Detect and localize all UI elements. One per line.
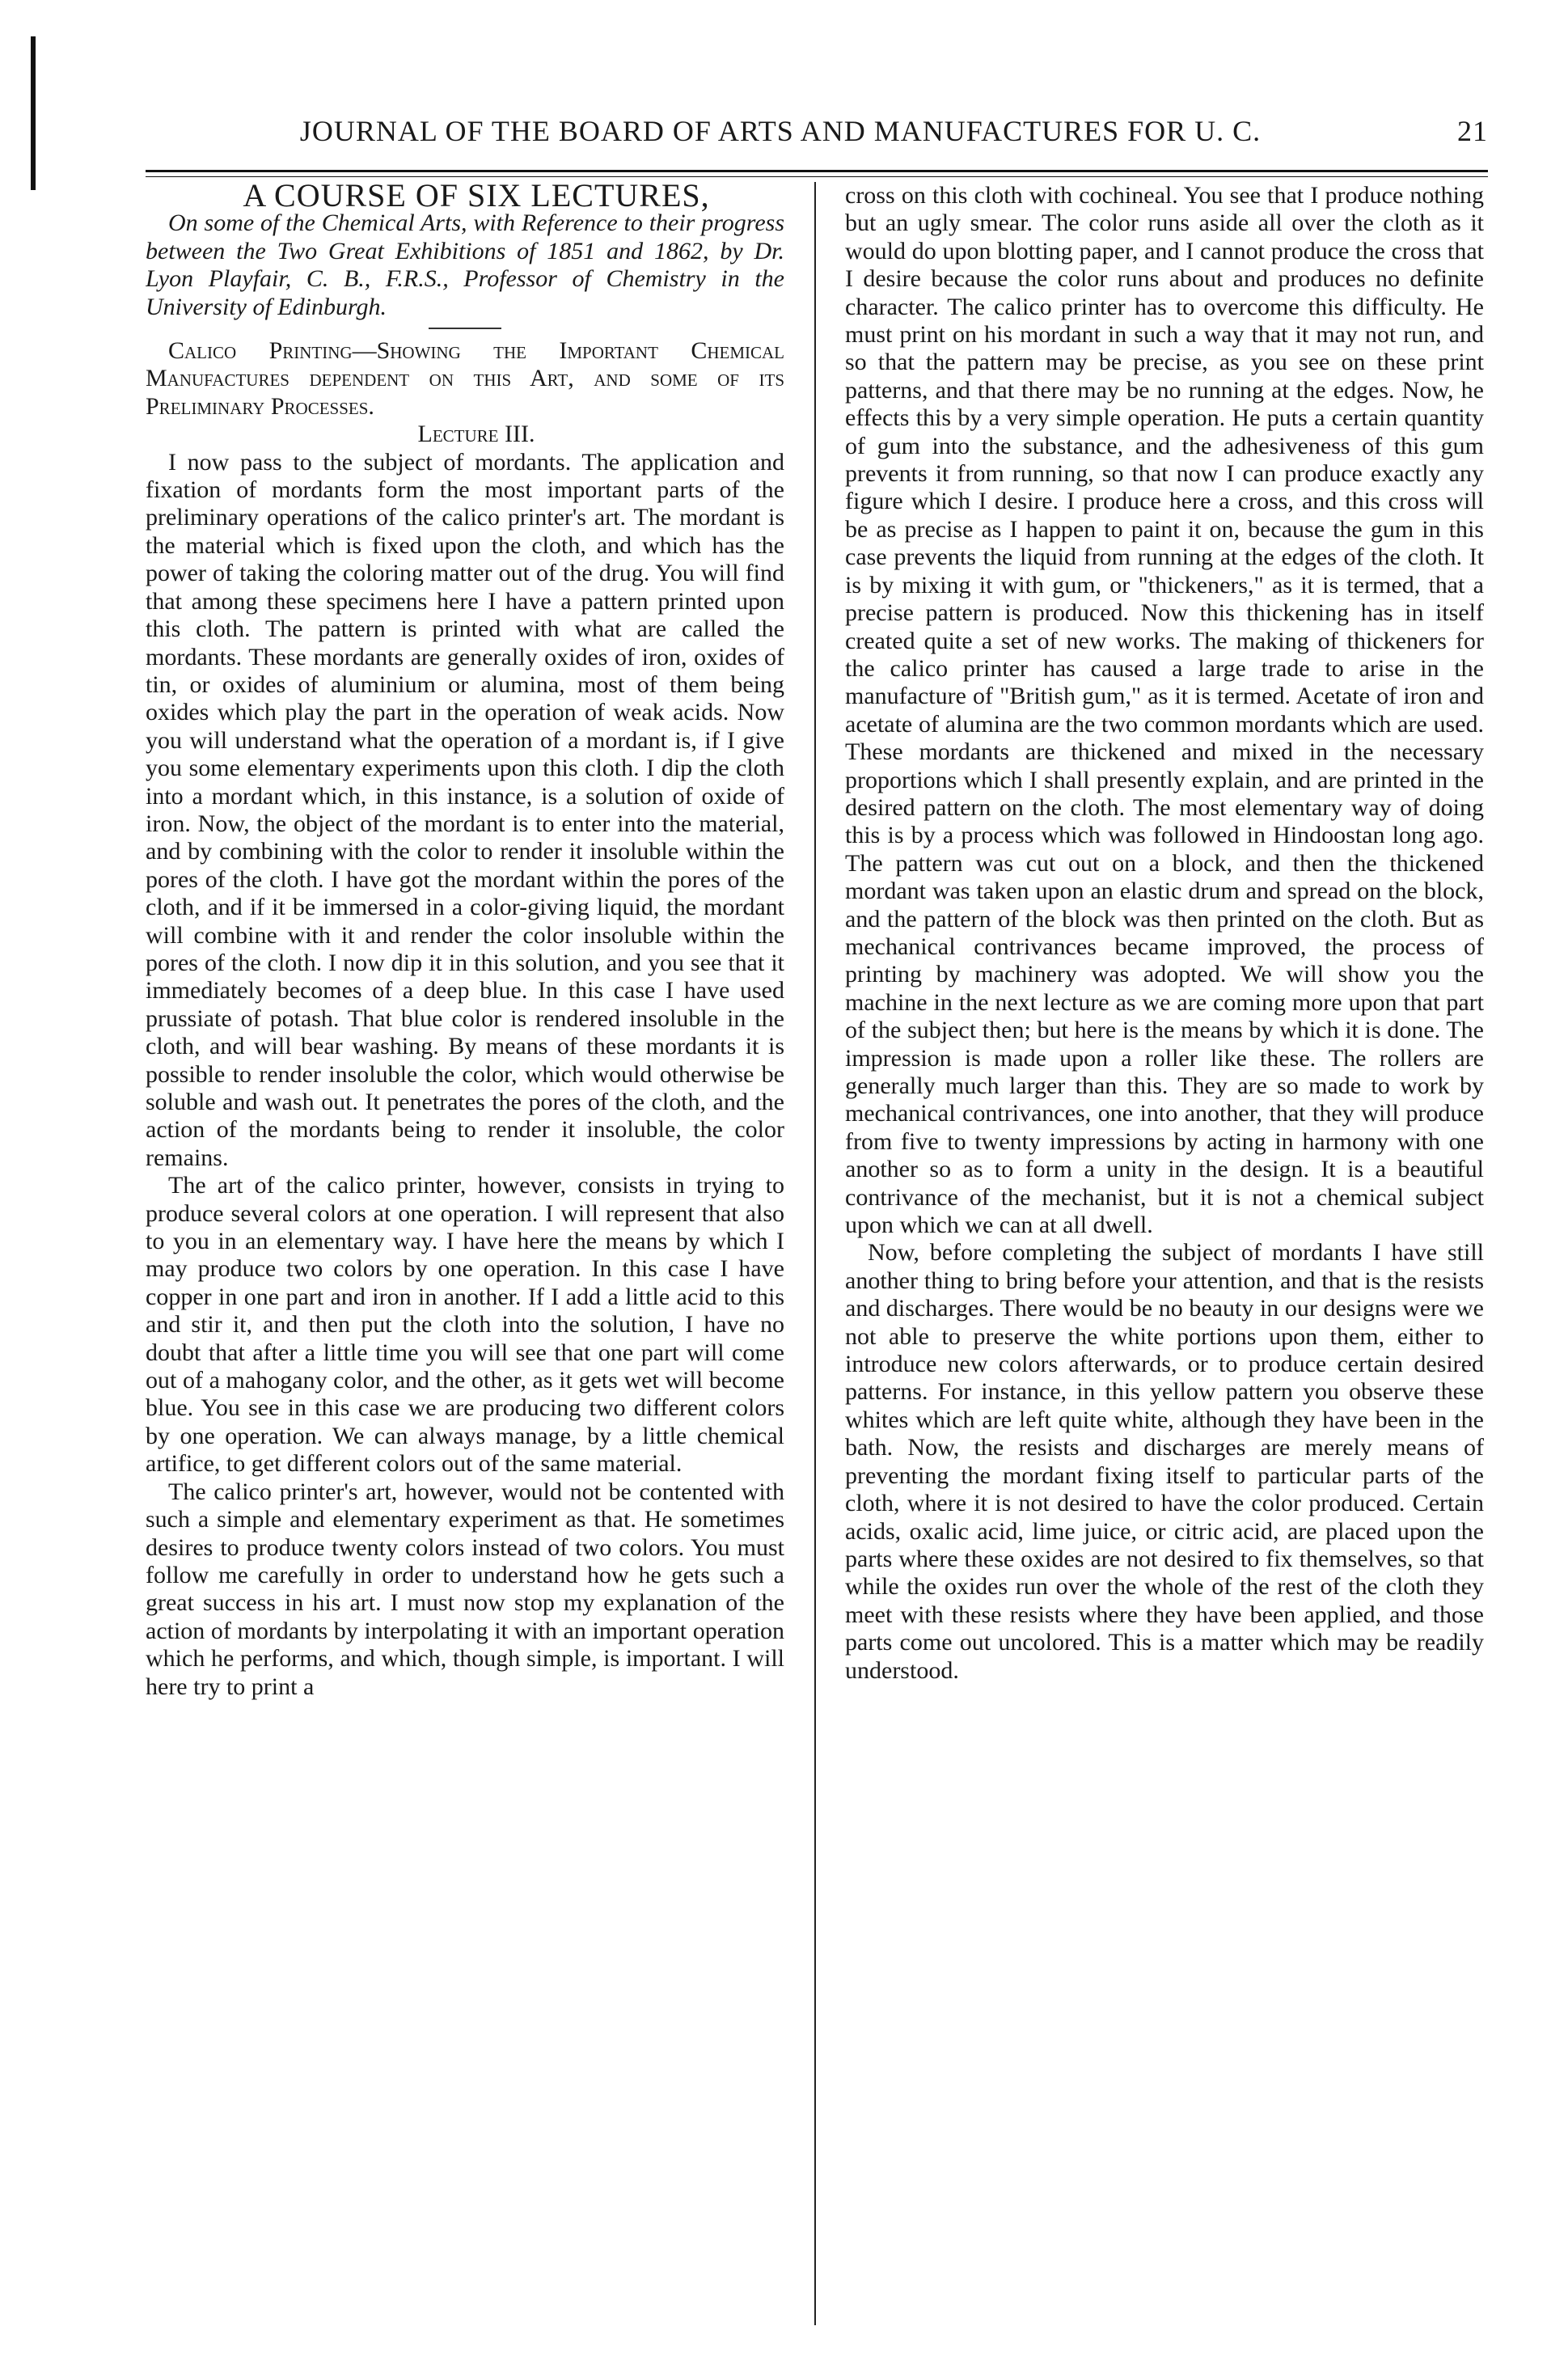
column-divider: [814, 182, 816, 2325]
lecture-label: Lecture III.: [417, 421, 535, 448]
paragraph: The calico printer's art, however, would not be contented with such a simple and elementary experiment as that. He sometimes desires to produce twenty colors instead of two colors. You must follow me carefully in order to understand how he gets such a great success in his art. I must now stop my explanation of the action of mordants by interpolating it with an important operation which he performs, and which, though simple, is important. I will here try to print a: [146, 1478, 784, 1700]
article-subtitle: On some of the Chemical Arts, with Reference to their progress between the Two Great Exhibitions of 1851 and 1862, by Dr. Lyon Playfair, C. B., F.R.S., Professor of Chemistry in the University of Edinburgh.: [146, 209, 784, 320]
article-title: A COURSE OF SIX LECTURES,: [243, 182, 710, 214]
page-number: 21: [1457, 115, 1488, 147]
header-rule-thin: [146, 176, 1488, 177]
paragraph: The art of the calico printer, however, consists in trying to produce several colors at one operation. I will represent that also to you in an elementary way. I have here the means by which I may produce two colors by one operation. In this case I have copper in one part and iron in another. If I add a little acid to this and stir it, and then put the cloth into the solution, I have no doubt that after a little time you will see that one part will come out of a mahogany color, and the other, as it gets wet will become blue. You see in this case we are producing two different colors by one operation. We can always manage, by a little chemical artifice, to get different colors out of the same material.: [146, 1172, 784, 1478]
journal-title: JOURNAL OF THE BOARD OF ARTS AND MANUFACTURES FOR U. C.: [299, 115, 1262, 147]
margin-rule: [31, 36, 36, 190]
section-heading: Calico Printing—Showing the Important Chemical Manufactures dependent on this Art, and some of its Preliminary Processes.: [146, 337, 784, 420]
paragraph: cross on this cloth with cochineal. You see that I produce nothing but an ugly smear. The color runs aside all over the cloth as it would do upon blotting paper, and I cannot produce the cross that I desire because the color runs about and produces no definite character. The calico printer has to overcome this difficulty. He must print on his mordant in such a way that it may not run, and so that the pattern may be precise, as you see on these print patterns, and that there may be no running at the edges. Now, he effects this by a very simple operation. He puts a certain quantity of gum into the substance, and the adhesiveness of this gum prevents it from running, so that now I can produce exactly any figure which I desire. I produce here a cross, and this cross will be as precise as I happen to paint it on, because the gum in this case prevents the liquid from running at the edges of the cloth. It is by mixing it with gum, or "thickeners," as it is termed, that a precise pattern is produced. Now this thickening has in itself created quite a set of new works. The making of thickeners for the calico printer has caused a large trade to arise in the manufacture of "British gum," as it is termed. Acetate of iron and acetate of alumina are the two common mordants which are used. These mordants are thickened and mixed in the necessary proportions which I shall presently explain, and are printed in the desired pattern on the cloth. The most elementary way of doing this is by a process which was followed in Hindoostan long ago. The pattern was cut out on a block, and then the thickened mordant was taken upon an elastic drum and spread on the block, and the pattern of the block was then printed on the cloth. But as mechanical contrivances became improved, the process of printing by machinery was adopted. We will show you the machine in the next lecture as we are coming more upon that part of the subject then; but here is the means by which it is done. The impression is made upon a roller like these. The rollers are generally much larger than this. They are so made to work by mechanical contrivances, one into another, that they will produce from five to twenty impressions by acting in harmony with one another so as to form a unity in the design. It is a beautiful contrivance of the mechanist, but it is not a chemical subject upon which we can at all dwell.: [845, 182, 1484, 1239]
right-column: [845, 182, 1484, 2325]
paragraph: I now pass to the subject of mordants. The application and fixation of mordants form the most important parts of the preliminary operations of the calico printer's art. The mordant is the material which is fixed upon the cloth, and which has the power of taking the coloring matter out of the drug. You will find that among these specimens here I have a pattern printed upon this cloth. The pattern is printed with what are called the mordants. These mordants are generally oxides of iron, oxides of tin, or oxides of aluminium or alumina, most of them being oxides which play the part in the operation of weak acids. Now you will understand what the operation of a mordant is, if I give you some elementary experiments upon this cloth. I dip the cloth into a mordant which, in this instance, is a solution of oxide of iron. Now, the object of the mordant is to enter into the material, and by combining with the color to render it insoluble within the pores of the cloth. I have got the mordant within the pores of the cloth, and if it be immersed in a color-giving liquid, the mordant will combine with it and render the color insoluble within the pores of the cloth. I now dip it in this solution, and you see that it immediately becomes of a deep blue. In this case I have used prussiate of potash. That blue color is rendered insoluble in the cloth, and will bear washing. By means of these mordants it is possible to render insoluble the color, which would otherwise be soluble and wash out. It penetrates the pores of the cloth, and the action of the mordants being to render it insoluble, the color remains.: [146, 448, 784, 1171]
header-rule-thick: [146, 170, 1488, 172]
left-column: [146, 182, 784, 2325]
running-header: [146, 107, 1488, 155]
title-divider: [429, 328, 501, 329]
paragraph: Now, before completing the subject of mordants I have still another thing to bring before your attention, and that is the resists and discharges. There would be no beauty in our designs were we not able to preserve the white portions upon them, either to introduce new colors afterwards, or to produce certain desired patterns. For instance, in this yellow pattern you observe these whites which are left quite white, although they have been in the bath. Now, the resists and discharges are merely means of preventing the mordant fixing itself to particular parts of the cloth, where it is not desired to have the color produced. Certain acids, oxalic acid, lime juice, or citric acid, are placed upon the parts where these oxides are not desired to fix themselves, so that while the oxides run over the whole of the rest of the cloth they meet with these resists where they have been applied, and those parts come out uncolored. This is a matter which may be readily understood.: [845, 1239, 1484, 1684]
